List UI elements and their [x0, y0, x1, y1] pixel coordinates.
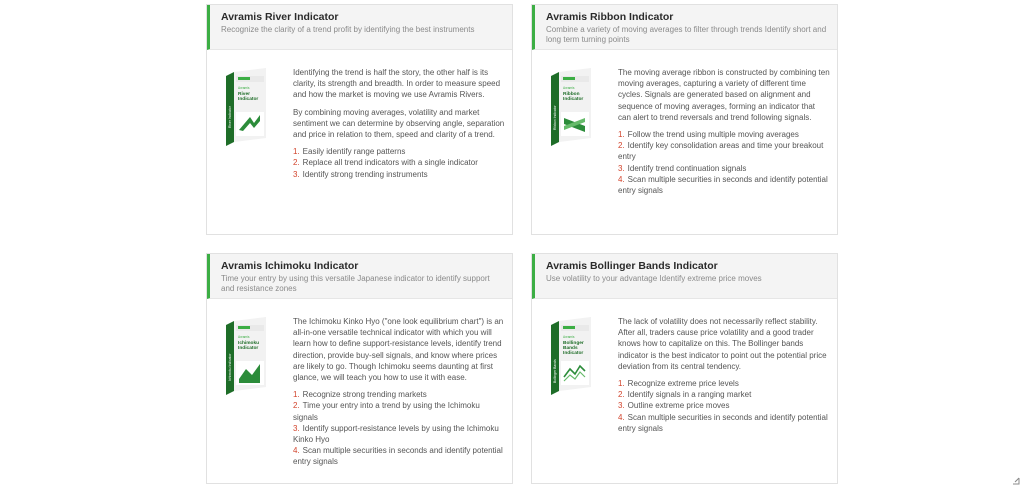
svg-text:Ichimoku: Ichimoku: [238, 341, 260, 346]
list-item: 4. Scan multiple securities in seconds and identify potential entry signals: [293, 446, 503, 467]
list-item: 2. Identify signals in a ranging market: [618, 390, 752, 400]
feature-list: [618, 378, 830, 434]
svg-text:Indicator: Indicator: [238, 97, 259, 102]
card-subtitle: Time your entry by using this versatile Japanese indicator to identify support and resistance zones: [221, 274, 490, 293]
svg-text:Ribbon: Ribbon: [563, 92, 580, 97]
svg-text:Bollinger: Bollinger: [563, 341, 584, 346]
resize-handle-icon[interactable]: [1012, 475, 1020, 485]
card-subtitle: Recognize the clarity of a trend profit by identifying the best instruments: [221, 25, 475, 34]
box-brand-label: Avramis: [238, 335, 250, 339]
description-paragraph: Identifying the trend is half the story, the other half is its clarity, its strength and breadth. In order to measure speed and how the market is moving we use Avramis Rivers.: [293, 68, 501, 100]
product-card-ribbon: [531, 4, 838, 235]
card-header: [532, 254, 837, 299]
card-title[interactable]: Avramis Ichimoku Indicator: [221, 260, 359, 272]
list-item: 1. Follow the trend using multiple moving averages: [618, 130, 799, 140]
box-brand-label: Avramis: [563, 86, 575, 90]
list-item: 3. Outline extreme price moves: [618, 401, 730, 411]
product-box-image[interactable]: [551, 68, 593, 146]
list-item: 3. Identify trend continuation signals: [618, 163, 747, 173]
box-brand-label: Avramis: [238, 86, 250, 90]
svg-text:Bollinger Bands: Bollinger Bands: [553, 359, 557, 383]
card-title[interactable]: Avramis River Indicator: [221, 11, 339, 23]
list-item: 3. Identify strong trending instruments: [293, 169, 428, 179]
svg-text:Indicator: Indicator: [563, 351, 584, 356]
svg-text:River Indicator: River Indicator: [228, 106, 232, 128]
svg-text:Bands: Bands: [563, 346, 578, 351]
svg-text:Ribbon Indicator: Ribbon Indicator: [553, 105, 557, 130]
card-subtitle: Use volatility to your advantage Identify extreme price moves: [546, 274, 762, 283]
description-paragraph: The moving average ribbon is constructed by combining ten moving averages, capturing a variety of different time cycles. Signals are generated based on alignment and sequence of moving averages, forming an indicator that can alert to trend reversals and trend following signals.: [618, 68, 830, 122]
svg-text:Indicator: Indicator: [238, 346, 259, 351]
card-header: [207, 254, 512, 299]
feature-list: [293, 146, 505, 180]
product-box-image[interactable]: [226, 68, 268, 146]
list-item: 2. Replace all trend indicators with a single indicator: [293, 158, 478, 168]
list-item: 4. Scan multiple securities in seconds and identify potential entry signals: [618, 174, 828, 196]
product-box-image[interactable]: [226, 317, 268, 395]
list-item: 1. Recognize extreme price levels: [618, 379, 739, 389]
product-card-ichimoku: [206, 253, 513, 484]
card-title[interactable]: Avramis Bollinger Bands Indicator: [546, 260, 718, 272]
svg-text:Ichimoku Indicator: Ichimoku Indicator: [228, 353, 232, 381]
card-content: [293, 67, 505, 180]
product-box-image[interactable]: [551, 317, 593, 395]
svg-text:Indicator: Indicator: [563, 97, 584, 102]
description-paragraph: The lack of volatility does not necessarily reflect stability. After all, traders cause price volatility and a good trader knows how to capitalize on this. The Bollinger bands indicator is the best indicator to point out the potential price deviation from its central tendency.: [618, 317, 827, 371]
card-subtitle: Combine a variety of moving averages to filter through trends Identify short and long term turning points: [546, 25, 827, 44]
card-content: [618, 316, 830, 434]
feature-list: [618, 129, 830, 196]
list-item: 2. Identify key consolidation areas and time your breakout entry: [618, 141, 824, 162]
list-item: 3. Identify support-resistance levels by using the Ichimoku Kinko Hyo: [293, 423, 499, 445]
feature-list: [293, 389, 505, 467]
card-header: [532, 5, 837, 50]
description-paragraph: The Ichimoku Kinko Hyo ("one look equilibrium chart") is an all-in-one versatile technical indicator with which you will learn how to define support-resistance levels, identify trend direction, provide buy-sell signals, and know where prices are likely to go. Though Ichimoku seems daunting at first glance, we will teach you how to use it with ease.: [293, 317, 504, 383]
svg-text:River: River: [238, 92, 250, 97]
product-card-bollinger: [531, 253, 838, 484]
list-item: 2. Time your entry into a trend by using the Ichimoku signals: [293, 401, 480, 422]
description-paragraph: By combining moving averages, volatility and market sentiment we can determine by observing angle, separation and price in relation to them, speed and clarity of a trend.: [293, 107, 505, 140]
product-card-river: [206, 4, 513, 235]
list-item: 4. Scan multiple securities in seconds and identify potential entry signals: [618, 412, 828, 433]
card-content: [618, 67, 830, 196]
card-content: [293, 316, 505, 468]
card-header: [207, 5, 512, 50]
card-title[interactable]: Avramis Ribbon Indicator: [546, 11, 674, 23]
box-brand-label: Avramis: [563, 335, 575, 339]
list-item: 1. Recognize strong trending markets: [293, 390, 427, 400]
list-item: 1. Easily identify range patterns: [293, 147, 406, 157]
